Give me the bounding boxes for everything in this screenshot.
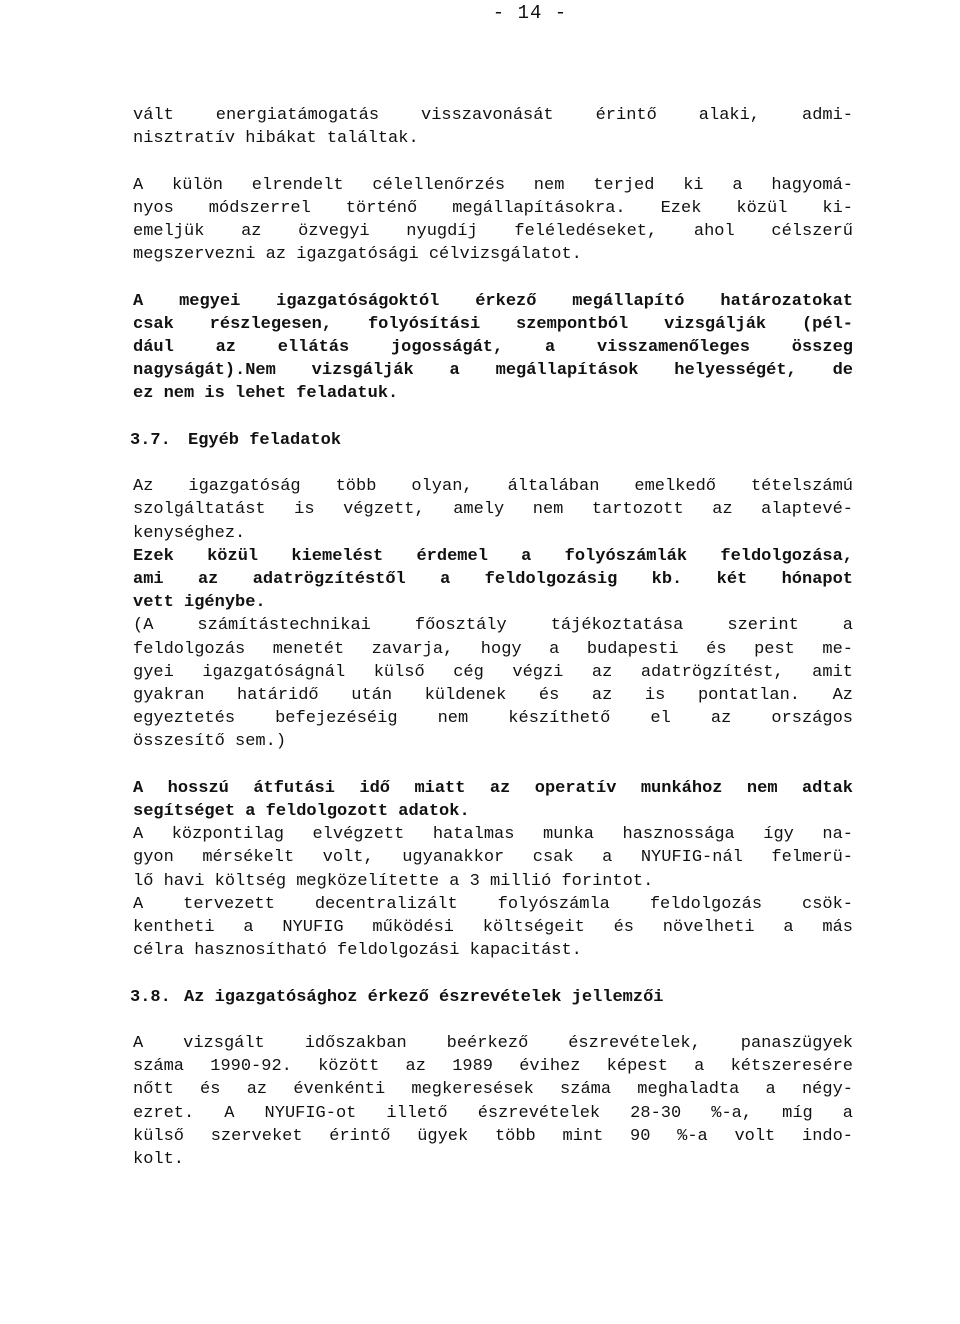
text-line: egyeztetés befejezéséig nem készíthető el az országos bbox=[133, 709, 853, 729]
paragraph bbox=[133, 174, 853, 267]
text-line: ezret. A NYUFIG-ot illető észrevételek 28-30 %-a, míg a bbox=[133, 1103, 853, 1123]
section-number: 3.7. bbox=[130, 430, 171, 450]
text-line: kentheti a NYUFIG működési költségeit és növelheti a más bbox=[133, 918, 853, 938]
paragraph bbox=[133, 823, 853, 893]
paragraph bbox=[133, 104, 853, 150]
text-line: lő havi költség megközelítette a 3 millió forintot. bbox=[133, 871, 654, 891]
text-line: nisztratív hibákat találtak. bbox=[133, 129, 419, 149]
text-line: nyos módszerrel történő megállapításokra. Ezek közül ki- bbox=[133, 198, 853, 218]
text-line: feldolgozás menetét zavarja, hogy a budapesti és pest me- bbox=[133, 639, 853, 659]
text-line: szolgáltatást is végzett, amely nem tartozott az alaptevé- bbox=[133, 500, 853, 520]
paragraph bbox=[133, 777, 853, 823]
section-heading bbox=[130, 986, 853, 1009]
text-line: kolt. bbox=[133, 1150, 185, 1170]
text-line: gyei igazgatóságnál külső cég végzi az adatrögzítést, amit bbox=[133, 662, 853, 682]
text-line: emeljük az özvegyi nyugdíj feléledéseket, ahol célszerű bbox=[133, 222, 853, 241]
text-line: A külön elrendelt célellenőrzés nem terjed ki a hagyomá- bbox=[133, 175, 853, 195]
text-line: A megyei igazgatóságoktól érkező megállapító határozatokat bbox=[133, 291, 853, 311]
text-line: összesítő sem.) bbox=[133, 732, 287, 752]
text-line: száma 1990-92. között az 1989 évihez képest a kétszeresére bbox=[133, 1057, 853, 1077]
section-heading bbox=[130, 429, 853, 452]
text-line: A központilag elvégzett hatalmas munka hasznossága így na- bbox=[133, 825, 853, 845]
paragraph bbox=[133, 614, 853, 753]
text-line: A tervezett decentralizált folyószámla feldolgozás csök- bbox=[133, 894, 853, 914]
section-number: 3.8. bbox=[130, 987, 171, 1007]
text-line: Ezek közül kiemelést érdemel a folyószámlák feldolgozása, bbox=[133, 546, 853, 566]
text-line: megszervezni az igazgatósági célvizsgálatot. bbox=[133, 245, 582, 265]
text-line: (A számítástechnikai főosztály tájékoztatása szerint a bbox=[133, 616, 853, 636]
text-line: dául az ellátás jogosságát, a visszamenőleges összeg bbox=[133, 338, 853, 357]
document-body bbox=[130, 104, 853, 1171]
section-title: Egyéb feladatok bbox=[188, 430, 342, 450]
text-line: Az igazgatóság több olyan, általában emelkedő tételszámú bbox=[133, 477, 853, 497]
paragraph bbox=[133, 290, 853, 406]
text-line: nagyságát).Nem vizsgálják a megállapítások helyességét, de bbox=[133, 361, 853, 381]
text-line: külső szerveket érintő ügyek több mint 90 %-a volt indo- bbox=[133, 1126, 853, 1146]
paragraph bbox=[133, 545, 853, 615]
text-line: nőtt és az évenkénti megkeresések száma meghaladta a négy- bbox=[133, 1080, 853, 1100]
section-title: Az igazgatósághoz érkező észrevételek jellemzői bbox=[184, 987, 664, 1007]
text-line: gyon mérsékelt volt, ugyanakkor csak a NYUFIG-nál felmerü- bbox=[133, 848, 853, 868]
text-line: A vizsgált időszakban beérkező észrevételek, panaszügyek bbox=[133, 1034, 853, 1054]
text-line: vált energiatámogatás visszavonását érintő alaki, admi- bbox=[133, 106, 853, 125]
text-line: csak részlegesen, folyósítási szempontból vizsgálják (pél- bbox=[133, 314, 853, 334]
text-line: A hosszú átfutási idő miatt az operatív munkához nem adtak bbox=[133, 778, 853, 798]
text-line: segítséget a feldolgozott adatok. bbox=[133, 802, 470, 822]
text-line: ami az adatrögzítéstől a feldolgozásig kb. két hónapot bbox=[133, 570, 853, 589]
paragraph bbox=[133, 893, 853, 963]
text-line: ez nem is lehet feladatuk. bbox=[133, 384, 399, 404]
page-number: - 14 - bbox=[492, 2, 568, 24]
text-line: vett igénybe. bbox=[133, 593, 266, 613]
text-line: gyakran határidő után küldenek és az is pontatlan. Az bbox=[133, 686, 853, 706]
text-line: célra hasznosítható feldolgozási kapacitást. bbox=[133, 941, 582, 961]
text-line: kenységhez. bbox=[133, 523, 246, 543]
paragraph bbox=[133, 1032, 853, 1171]
paragraph bbox=[133, 475, 853, 545]
